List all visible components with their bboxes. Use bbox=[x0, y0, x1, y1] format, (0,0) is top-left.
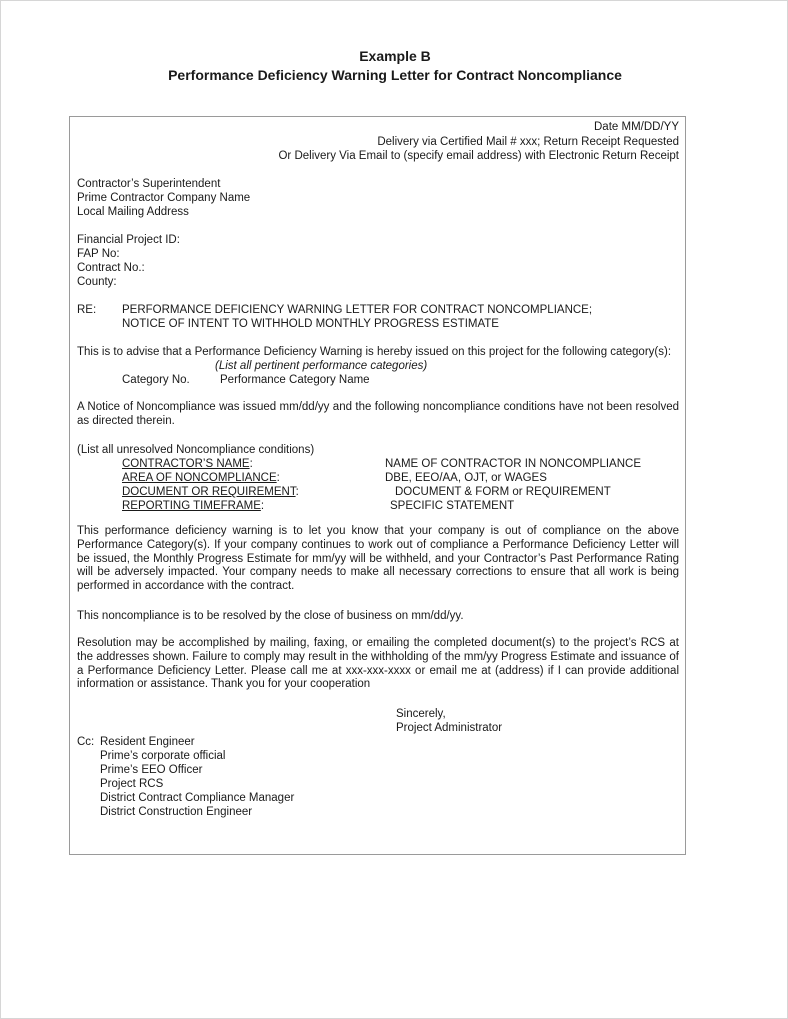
list-conditions-note: (List all unresolved Noncompliance conditions) bbox=[77, 444, 315, 456]
project-field: FAP No: bbox=[77, 248, 120, 260]
re-line-1: PERFORMANCE DEFICIENCY WARNING LETTER FOR CONTRACT NONCOMPLIANCE; bbox=[122, 304, 593, 316]
addressee-line: Contractor’s Superintendent bbox=[77, 178, 221, 190]
condition-label: CONTRACTOR’S NAME: bbox=[122, 458, 253, 470]
advise-text: This is to advise that a Performance Deficiency Warning is hereby issued on this project for the following category(s): bbox=[77, 346, 672, 358]
example-label: Example B bbox=[359, 48, 431, 64]
cc-recipient: District Contract Compliance Manager bbox=[100, 792, 295, 804]
project-field: County: bbox=[77, 276, 117, 288]
cc-label: Cc: bbox=[77, 736, 95, 748]
re-label: RE: bbox=[77, 304, 97, 316]
condition-value: NAME OF CONTRACTOR IN NONCOMPLIANCE bbox=[385, 458, 641, 470]
condition-label: AREA OF NONCOMPLIANCE: bbox=[122, 472, 280, 484]
letter-date: Date MM/DD/YY bbox=[594, 121, 679, 133]
closing: Sincerely, bbox=[396, 708, 446, 720]
addressee-line: Local Mailing Address bbox=[77, 206, 189, 218]
addressee-line: Prime Contractor Company Name bbox=[77, 192, 251, 204]
cc-recipient: Prime’s EEO Officer bbox=[100, 764, 203, 776]
condition-value: DBE, EEO/AA, OJT, or WAGES bbox=[385, 472, 547, 484]
delivery-line-1: Delivery via Certified Mail # xxx; Return Receipt Requested bbox=[377, 136, 679, 148]
signer-title: Project Administrator bbox=[396, 722, 503, 734]
warning-paragraph: This performance deficiency warning is to let you know that your company is out of compliance on the above Performance Category(s). If your company continues to work out of compliance a Performance Deficiency Letter will be issued, the Monthly Progress Estimate for mm/yy will be withheld, and your Contractor’s Past Performance Rating will be adversely impacted. Your company needs to make all necessary corrections to ensure that all work is being performed in accordance with the contract. bbox=[77, 525, 679, 593]
cc-recipient: Resident Engineer bbox=[100, 736, 195, 748]
document-title: Performance Deficiency Warning Letter for Contract Noncompliance bbox=[168, 67, 622, 83]
category-name: Performance Category Name bbox=[220, 374, 370, 386]
list-categories-note: (List all pertinent performance categories) bbox=[215, 360, 428, 372]
letter-box bbox=[69, 116, 686, 855]
project-field: Contract No.: bbox=[77, 262, 145, 274]
condition-value: DOCUMENT & FORM or REQUIREMENT bbox=[395, 486, 611, 498]
project-field: Financial Project ID: bbox=[77, 234, 180, 246]
condition-value: SPECIFIC STATEMENT bbox=[390, 500, 515, 512]
condition-label: REPORTING TIMEFRAME: bbox=[122, 500, 265, 512]
re-line-2: NOTICE OF INTENT TO WITHHOLD MONTHLY PROGRESS ESTIMATE bbox=[122, 318, 499, 330]
delivery-line-2: Or Delivery Via Email to (specify email address) with Electronic Return Receipt bbox=[278, 150, 679, 162]
resolution-paragraph: Resolution may be accomplished by mailing, faxing, or emailing the completed document(s) to the project’s RCS at the addresses shown. Failure to comply may result in the withholding of the mm/yy Progress Estimate and issuance of a Performance Deficiency Letter. Please call me at xxx-xxx-xxxx or email me at (address) if I can provide additional information or assistance. Thank you for your cooperation bbox=[77, 637, 679, 691]
resolve-deadline: This noncompliance is to be resolved by the close of business on mm/dd/yy. bbox=[77, 610, 464, 622]
cc-recipient: Project RCS bbox=[100, 778, 164, 790]
notice-paragraph: A Notice of Noncompliance was issued mm/dd/yy and the following noncompliance conditions have not been resolved as directed therein. bbox=[77, 401, 679, 427]
condition-label: DOCUMENT OR REQUIREMENT: bbox=[122, 486, 299, 498]
category-no: Category No. bbox=[122, 374, 190, 386]
cc-recipient: District Construction Engineer bbox=[100, 806, 253, 818]
cc-recipient: Prime’s corporate official bbox=[100, 750, 226, 762]
